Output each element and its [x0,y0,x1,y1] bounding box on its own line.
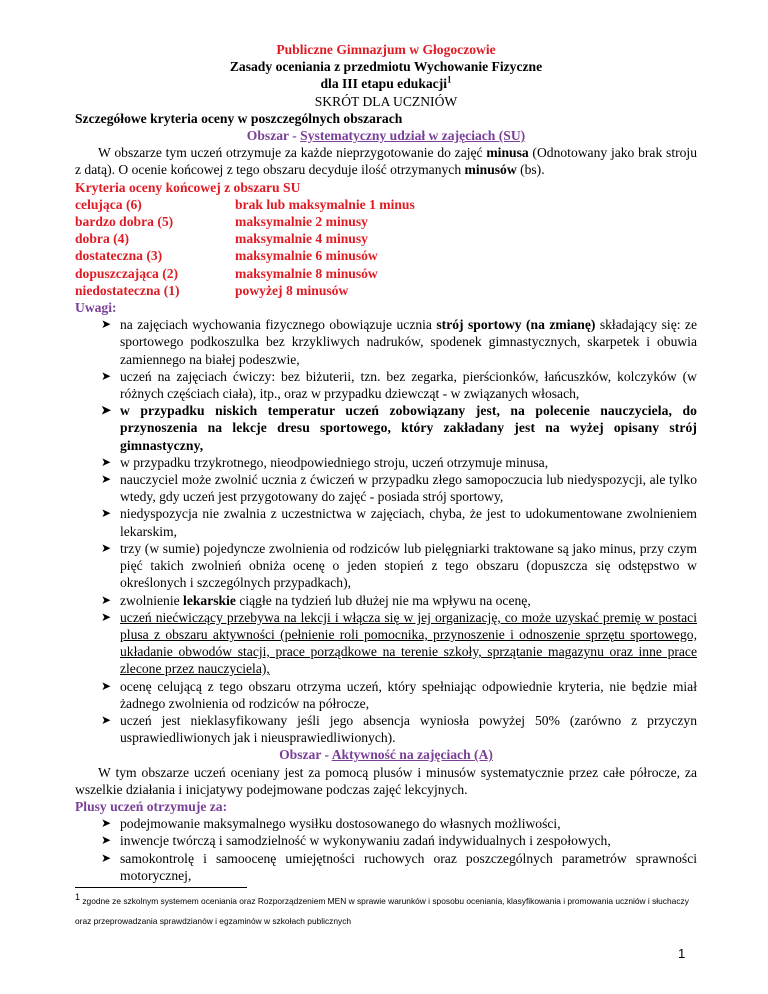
list-item [101,678,697,712]
item-bold: lekarskie [183,592,236,608]
su-intro-bold: minusów [464,162,517,178]
su-final-heading: Kryteria oceny końcowej z obszaru SU [75,179,301,195]
page-number: 1 [678,946,686,961]
footnote-separator [75,887,247,888]
su-intro [75,144,697,178]
item-text: inwencje twórczą i samodzielność w wykonywaniu zadań indywidualnych i zespołowych, [120,833,611,849]
item-text: nauczyciel może zwolnić ucznia z ćwiczeń w przypadku złego samopoczucia lub niedyspozycji, ale tylko wtedy, gdy uczeń jest przygotowany do zajęć - posiada strój sportowy, [120,472,697,505]
su-intro-text: W obszarze tym uczeń otrzymuje za każde nieprzygotowanie do zajęć [98,145,487,161]
item-text: trzy (w sumie) pojedyncze zwolnienia od rodziców lub pielęgniarki traktowane są jako minus, przy czym pięć takich zwolnień obniża ocenę o jeden stopień z tego obszaru (dopuszcza się odstępstwo w określonych i szczególnych przypadkach), [120,540,697,591]
arrow-bullet-icon: ➤ [101,317,112,332]
grade-label: dobra (4) [75,231,129,247]
item-text: uczeń na zajęciach ćwiczy: bez biżuterii, tzn. bez zegarka, pierścionków, łańcuszków, kolczyków (w różnych częściach ciała), itp., oraz w przypadku dziewcząt - w związanych włosach, [120,368,697,402]
item-bold: strój sportowy (na zmianę) [436,317,596,333]
item-text: zwolnienie [120,592,184,608]
list-item [101,368,697,402]
item-text: ciągłe na tydzień lub dłużej nie ma wpływu na ocenę, [235,592,531,608]
list-item [101,815,697,832]
item-text: niedyspozycja nie zwalnia z uczestnictwa w zajęciach, chyba, że jest to udokumentowane zwolnieniem lekarskim, [120,506,697,539]
school-name: Publiczne Gimnazjum w Głogoczowie [276,42,496,57]
area-heading-su [75,127,697,144]
grade-rule: maksymalnie 6 minusów [235,248,378,264]
grade-label: dopuszczająca (2) [75,265,179,281]
arrow-bullet-icon: ➤ [101,506,112,521]
grade-rule: maksymalnie 8 minusów [235,265,378,281]
list-item [101,505,697,539]
item-text: w przypadku niskich temperatur uczeń zobowiązany jest, na polecenie nauczyciela, do przynoszenia na lekcje dresu sportowego, który zakładany jest na wyżej opisany strój gimnastyczny, [120,403,697,453]
list-item [101,592,697,609]
footnote-mark: 1 [75,892,81,903]
plus-heading: Plusy uczeń otrzymuje za: [75,798,228,814]
criteria-heading: Szczegółowe kryteria oceny w poszczególnych obszarach [75,110,403,126]
grade-rule: powyżej 8 minusów [235,282,349,298]
su-intro-text: (Odnotowany jako brak stroju z datą). O ocenie końcowej z tego obszaru decyduje ilość otrzymanych [75,145,697,178]
arrow-bullet-icon: ➤ [101,678,112,693]
short-label: SKRÓT DLA UCZNIÓW [314,93,458,109]
arrow-bullet-icon: ➤ [101,592,112,607]
list-item [101,850,697,884]
arrow-bullet-icon: ➤ [101,609,112,624]
arrow-bullet-icon: ➤ [101,833,112,848]
list-item [101,712,697,746]
arrow-bullet-icon: ➤ [101,368,112,383]
list-item [101,471,697,505]
a-intro: W tym obszarze uczeń oceniany jest za pomocą plusów i minusów systematycznie przez całe półrocze, za wszelkie działania i inicjatywy podejmowane podczas zajęć lekcyjnych. [75,764,697,797]
list-item [101,316,697,368]
footnote [75,891,697,931]
arrow-bullet-icon: ➤ [101,454,112,469]
grade-rule: maksymalnie 2 minusy [235,214,368,230]
grade-label: niedostateczna (1) [75,282,180,298]
remarks-list [75,316,697,746]
list-item [101,832,697,849]
grade-label: dostateczna (3) [75,248,163,264]
area-name: Systematyczny udział w zajęciach (SU) [300,128,526,144]
arrow-bullet-icon: ➤ [101,403,112,418]
footnote-ref[interactable]: 1 [447,74,452,85]
arrow-bullet-icon: ➤ [101,816,112,831]
item-text: na zajęciach wychowania fizycznego obowiązuje ucznia [120,317,437,333]
item-text: samokontrolę i samoocenę umiejętności ruchowych oraz poszczególnych parametrów sprawności motorycznej, [120,850,697,883]
grade-table [75,196,697,299]
area-prefix: Obszar - [279,747,332,763]
item-text: w przypadku trzykrotnego, nieodpowiedniego stroju, uczeń otrzymuje minusa, [120,454,549,470]
su-intro-bold: minusa [486,145,529,161]
grade-rule: brak lub maksymalnie 1 minus [235,196,415,212]
grade-rule: maksymalnie 4 minusy [235,231,368,247]
area-heading-a [75,746,697,763]
list-item [101,402,697,454]
plus-list [75,815,697,884]
subtitle-text: dla III etapu edukacji [320,76,448,92]
arrow-bullet-icon: ➤ [101,540,112,555]
item-text: uczeń jest nieklasyfikowany jeśli jego absencja wyniosła powyżej 50% (zarówno z przyczyn usprawiedliwionych jak i nieusprawiedliwionych). [120,712,697,746]
document-subtitle [75,75,697,92]
item-text: podejmowanie maksymalnego wysiłku dostosowanego do własnych możliwości, [120,816,561,832]
document-title: Zasady oceniania z przedmiotu Wychowanie Fizyczne [229,59,543,75]
item-text: ocenę celującą z tego obszaru otrzyma uczeń, który spełniając odpowiednie kryteria, nie będzie miał żadnego zwolnienia od rodziców na półrocze, [120,678,697,711]
list-item [101,540,697,592]
area-name: Aktywność na zajęciach (A) [331,747,493,763]
arrow-bullet-icon: ➤ [101,850,112,865]
item-text: uczeń niećwiczący przebywa na lekcji i włącza się w jej organizację, co może uzyskać premię w postaci plusa z obszaru aktywności (pełnienie roli pomocnika, przynoszenie i odnoszenie sprzętu sportowego, układanie obwodów stacji, prace porządkowe na terenie szkoły, sprzątanie magazynu oraz inne prace zlecone przez nauczyciela), [120,609,697,677]
su-intro-text: (bs). [516,162,545,178]
document-body [75,41,697,884]
grade-label: celująca (6) [75,196,142,212]
arrow-bullet-icon: ➤ [101,472,112,487]
item-text: składający się: ze sportowego podkoszulka bez krzykliwych nadruków, spodenek gimnastycznych, skarpetek i obuwia zamiennego na białej podeszwie, [120,317,697,367]
footnote-text: zgodne ze szkolnym systemem oceniania oraz Rozporządzeniem MEN w sprawie warunków i sposobu oceniania, klasyfikowania i promowania uczniów i słuchaczy oraz przeprowadzania sprawdzianów i egzaminów w szkołach publicznych [75,896,689,926]
area-prefix: Obszar - [246,128,301,144]
list-item [101,454,697,471]
arrow-bullet-icon: ➤ [101,712,112,727]
grade-label: bardzo dobra (5) [75,214,174,230]
list-item [101,609,697,678]
remarks-heading: Uwagi: [75,300,117,316]
